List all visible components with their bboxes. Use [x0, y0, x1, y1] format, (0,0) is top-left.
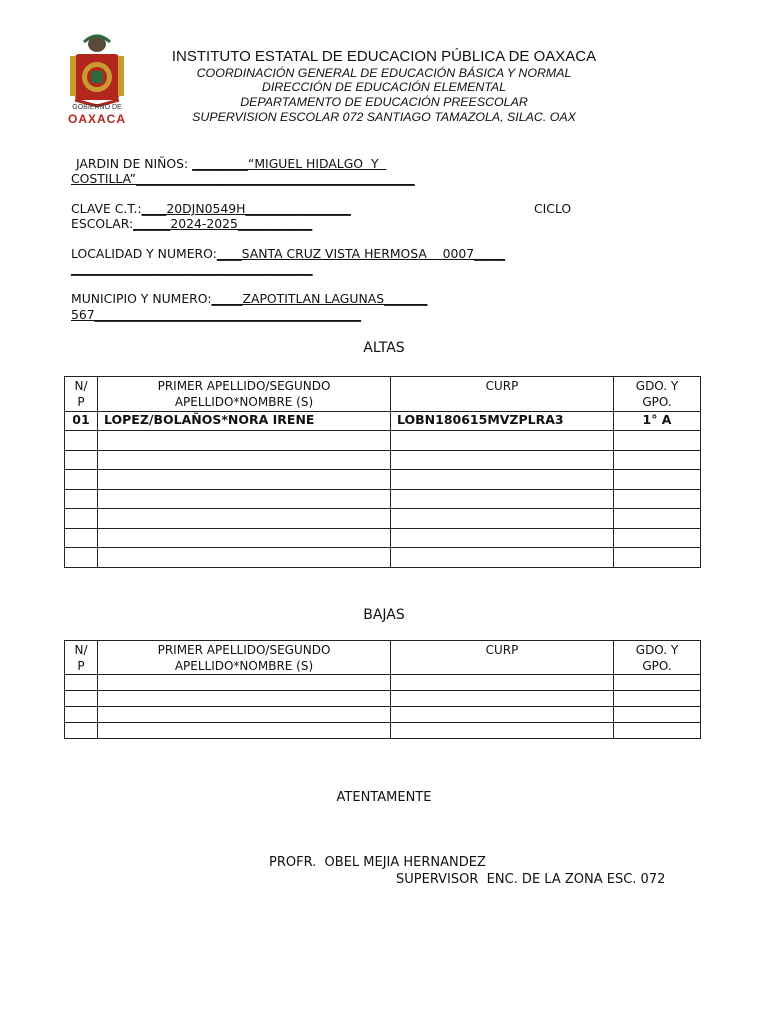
atentamente-text: ATENTAMENTE	[336, 790, 432, 805]
altas-header-curp: CURP	[391, 377, 614, 412]
bajas-header-row	[65, 641, 701, 675]
table-row	[65, 675, 701, 691]
table-row	[65, 548, 701, 568]
table-row	[65, 412, 701, 431]
table-row	[65, 489, 701, 509]
jardin-value-2: COSTILLA”_____________________________________________	[71, 171, 415, 186]
subtitle-coordination: COORDINACIÓN GENERAL DE EDUCACIÓN BÁSICA Y NORMAL	[196, 66, 572, 80]
municipio-line-2	[71, 307, 361, 322]
jardin-line-2	[71, 171, 415, 186]
localidad-value-2: _______________________________________	[71, 261, 313, 276]
logo-text-top: GOBIERNO DE	[72, 104, 122, 111]
bajas-header-np: N/ P	[65, 641, 98, 675]
clave-label: CLAVE C.T.:	[71, 201, 142, 216]
localidad-line	[71, 246, 505, 261]
table-row	[65, 450, 701, 470]
clave-line	[71, 201, 351, 216]
escolar-label: ESCOLAR:	[71, 216, 134, 231]
table-row	[65, 431, 701, 451]
municipio-value: _____ZAPOTITLAN LAGUNAS_______	[211, 291, 428, 306]
subtitle-direction: DIRECCIÓN DE EDUCACIÓN ELEMENTAL	[261, 80, 507, 94]
localidad-value: ____SANTA CRUZ VISTA HERMOSA 0007_____	[216, 246, 506, 261]
jardin-label: JARDIN DE NIÑOS:	[76, 156, 189, 171]
altas-header-np: N/ P	[65, 377, 98, 412]
escolar-line	[71, 216, 312, 231]
logo-text-bottom: OAXACA	[67, 112, 126, 126]
municipio-label: MUNICIPIO Y NUMERO:	[71, 291, 212, 306]
subtitle-department: DEPARTAMENTO DE EDUCACIÓN PREESCOLAR	[240, 95, 528, 109]
municipio-value-2: 567___________________________________________	[71, 307, 362, 322]
clave-value: ____20DJN0549H_________________	[141, 201, 351, 216]
altas-cell-nombre: LOPEZ/BOLAÑOS*NORA IRENE	[98, 412, 391, 431]
bajas-header-curp: CURP	[391, 641, 614, 675]
altas-cell-curp: LOBN180615MVZPLRA3	[391, 412, 614, 431]
table-row	[65, 691, 701, 707]
altas-table	[64, 376, 701, 568]
table-row	[65, 528, 701, 548]
altas-cell-gdo: 1° A	[614, 412, 701, 431]
bajas-header-nombre: PRIMER APELLIDO/SEGUNDO APELLIDO*NOMBRE (S)	[98, 641, 391, 675]
altas-header-nombre: PRIMER APELLIDO/SEGUNDO APELLIDO*NOMBRE (S)	[98, 377, 391, 412]
signer-role: SUPERVISOR ENC. DE LA ZONA ESC. 072	[396, 872, 666, 887]
subtitle-supervision: SUPERVISION ESCOLAR 072 SANTIAGO TAMAZOLA, SILAC. OAX	[192, 110, 576, 124]
altas-title: ALTAS	[363, 340, 405, 356]
bajas-header-gdo: GDO. Y GPO.	[614, 641, 701, 675]
table-row	[65, 707, 701, 723]
jardin-line	[76, 156, 386, 171]
altas-cell-np: 01	[65, 412, 98, 431]
bajas-title: BAJAS	[363, 607, 405, 623]
ciclo-label: CICLO	[534, 201, 572, 216]
municipio-line	[71, 291, 427, 306]
altas-header-row	[65, 377, 701, 412]
escolar-value: ______2024-2025____________	[133, 216, 313, 231]
signer-name: PROFR. OBEL MEJIA HERNANDEZ	[269, 855, 486, 870]
jardin-value: _________“MIGUEL HIDALGO Y	[192, 156, 387, 171]
institute-title: INSTITUTO ESTATAL DE EDUCACION PÚBLICA DE OAXACA	[171, 48, 597, 65]
altas-header-gdo: GDO. Y GPO.	[614, 377, 701, 412]
table-row	[65, 470, 701, 490]
localidad-line-2	[71, 261, 313, 276]
localidad-label: LOCALIDAD Y NUMERO:	[71, 246, 217, 261]
bajas-table	[64, 640, 701, 739]
table-row	[65, 723, 701, 739]
table-row	[65, 509, 701, 529]
